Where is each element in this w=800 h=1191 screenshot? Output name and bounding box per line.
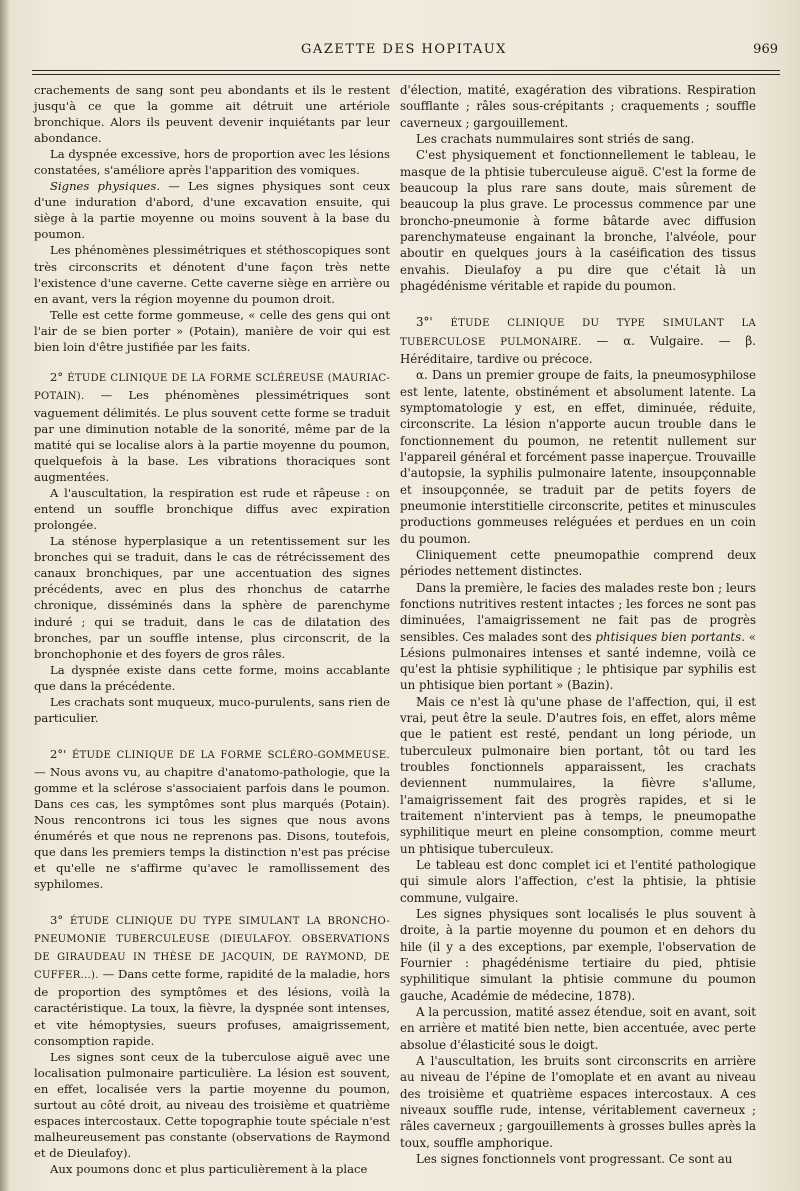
paragraph: d'élection, matité, exagération des vibrations. Respiration soufflante ; râles sous-crépitants ; craquements ; souffle caverneux ; gargouillement. (400, 83, 756, 130)
paragraph: Les phénomènes plessimétriques et stéthoscopiques sont très circonscrits et dénotent d'une façon très nette l'existence d'une caverne. Cette caverne siège en arrière ou en avant, vers la région moyenne du poumon droit. (34, 243, 390, 306)
paragraph: La sténose hyperplasique a un retentissement sur les bronches qui se traduit, dans le cas de rétrécissement des canaux bronchiques, par une accentuation des signes précédents, avec en plus des rhonchus de catarrhe chronique, disséminés dans la sphère de parenchyme induré ; qui se traduit, dans le cas de dilatation des bronches, par un souffle intense, plus circonscrit, de la bronchophonie et des foyers de gros râles. (34, 534, 390, 661)
paragraph: Le tableau est donc complet ici et l'entité pathologique qui simule alors l'affection, c'est la phtisie, la phtisie commune, vulgaire. (400, 858, 756, 905)
inline-heading: Signes physiques. (50, 179, 161, 194)
section-heading: ÉTUDE CLINIQUE DU TYPE SIMULANT LA BRONCHO-PNEUMONIE TUBERCULEUSE (DIEULAFOY. OBSERVATIONS DE GIRAUDEAU IN THÈSE DE JACQUIN, DE RAYMOND, DE CUFFER...). (34, 916, 390, 982)
paragraph: A la percussion, matité assez étendue, soit en avant, soit en arrière et matité bien nette, bien accentuée, avec perte absolue d'élasticité sous le doigt. (400, 1005, 756, 1052)
paragraph: Les signes fonctionnels vont progressant. Ce sont au (416, 1152, 733, 1166)
section-number: 3°' (416, 315, 451, 330)
section-paragraph: 3° ÉTUDE CLINIQUE DU TYPE SIMULANT LA BRONCHO-PNEUMONIE TUBERCULEUSE (DIEULAFOY. OBSERVATIONS DE GIRAUDEAU IN THÈSE DE JACQUIN, DE RAYMOND, DE CUFFER...). — Dans cette forme, rapidité de la maladie, hors de proportion des symptômes et des lésions, voilà la caractéristique. La toux, la fièvre, la dyspnée sont intenses, et vite hémoptysies, sueurs profuses, amaigrissement, consomption rapide. (34, 913, 390, 1048)
paragraph: Les signes physiques sont localisés le plus souvent à droite, à la partie moyenne du poumon et en dehors du hile (il y a des exceptions, par exemple, l'observation de Fournier : phagédénisme tertiaire du pied, phtisie syphilitique simulant la phtisie commune du poumon gauche, Académie de médecine, 1878). (400, 907, 756, 1003)
section-number: 2° (50, 369, 68, 384)
paragraph: Telle est cette forme gommeuse, « celle des gens qui ont l'air de se bien porter » (Potain), manière de voir qui est bien loin d'être justifiée par les faits. (34, 307, 390, 354)
running-title: GAZETTE DES HOPITAUX (301, 42, 507, 57)
paragraph: A l'auscultation, les bruits sont circonscrits en arrière au niveau de l'épine de l'omoplate et en avant au niveau des troisième et quatrième espaces intercostaux. A ces niveaux souffle rude, intense, véritablement caverneux ; râles caverneux ; gargouillements à grosses bulles après la toux, souffle amphorique. (400, 1054, 756, 1150)
header-rule-top (32, 70, 780, 71)
paragraph: α. Dans un premier groupe de faits, la pneumosyphilose est lente, latente, obstinément et absolument latente. La symptomatologie y est, en effet, diminuée, réduite, circonscrite. La lésion n'apporte aucun trouble dans le fonctionnement du poumon, ne retentit nullement sur l'appareil général et forcément passe inaperçue. Trouvaille d'autopsie, la syphilis pulmonaire latente, insoupçonnable et insoupçonnée, se traduit par de petits foyers de pneumonie interstitielle circonscrite, petites et minuscules productions gommeuses reléguées et perdues en un coin du poumon. (400, 368, 756, 546)
paragraph: La dyspnée excessive, hors de proportion avec les lésions constatées, s'améliore après l'apparition des vomiques. (34, 147, 390, 178)
left-column (34, 82, 390, 1177)
paragraph: crachements de sang sont peu abondants et ils le restent jusqu'à ce que la gomme ait détruit une artériole bronchique. Alors ils peuvent devenir inquiétants par leur abondance. (34, 83, 390, 146)
section-number: 2°' (50, 746, 72, 761)
paragraph: Les crachats sont muqueux, muco-purulents, sans rien de particulier. (34, 694, 390, 725)
paragraph: Aux poumons donc et plus particulièrement à la place (50, 1161, 368, 1176)
section-heading: ÉTUDE CLINIQUE DU TYPE SIMULANT LA TUBERCULOSE PULMONAIRE. (400, 318, 756, 348)
paragraph: Les crachats nummulaires sont striés de sang. (416, 131, 695, 146)
header-rule-bottom (32, 74, 780, 75)
page-number: 969 (753, 42, 778, 57)
paragraph: Mais ce n'est là qu'une phase de l'affection, qui, il est vrai, peut être la seule. D'autres fois, en effet, alors même que le patient est resté, pendant un long période, un tuberculeux pulmonaire bien portant, tôt ou tard les troubles fonctionnels apparaissent, les crachats deviennent nummulaires, la fièvre s'allume, l'amaigrissement fait des progrès rapides, et si le traitement n'intervient pas à temps, le pneumopathe syphilitique meurt en pleine consomption, comme meurt un phtisique tuberculeux. (400, 694, 756, 856)
paragraph: A l'auscultation, la respiration est rude et râpeuse : on entend un souffle bronchique diffus avec expiration prolongée. (34, 486, 390, 533)
paragraph: Dans la première, le facies des malades reste bon ; leurs fonctions nutritives restent intactes ; les forces ne sont pas diminuées, l'amaigrissement ne fait pas de progrès sensibles. Ces malades sont des phtisiques bien portants. « Lésions pulmonaires intenses et santé indemne, voilà ce qu'est la phtisie syphilitique ; le phtisique par syphilis est un phtisique bien portant » (Bazin). (400, 580, 757, 693)
section-heading: ÉTUDE CLINIQUE DE LA FORME SCLÉREUSE (MAURIAC-POTAIN). (34, 372, 390, 402)
section-paragraph: 3°' ÉTUDE CLINIQUE DU TYPE SIMULANT LA TUBERCULOSE PULMONAIRE. — α. Vulgaire. — β. Héréditaire, tardive ou précoce. (400, 315, 756, 366)
section-paragraph: 2°' ÉTUDE CLINIQUE DE LA FORME SCLÉRO-GOMMEUSE. — Nous avons vu, au chapitre d'anatomo-pathologie, que la gomme et la sclérose s'associaient parfois dans le poumon. Dans ces cas, les symptômes sont plus marqués (Potain). Nous rencontrons ici tous les signes que nous avons énumérés et que nous ne reprenons pas. Disons, toutefois, que dans les premiers temps la distinction n'est pas précise et qu'elle ne s'affirme qu'avec le ramollissement des syphilomes. (34, 746, 391, 892)
paragraph: Signes physiques. — Les signes physiques sont ceux d'une induration d'abord, d'une excavation ensuite, qui siège à la partie moyenne ou moins souvent à la base du poumon. (34, 179, 390, 242)
section-heading: ÉTUDE CLINIQUE DE LA FORME SCLÉRO-GOMMEUSE. (71, 749, 391, 761)
right-column (400, 82, 756, 1167)
running-header (30, 40, 778, 64)
paragraph: C'est physiquement et fonctionnellement le tableau, le masque de la phtisie tuberculeuse aiguë. C'est la forme de beaucoup la plus rare sans doute, mais sûrement de beaucoup la plus grave. Le processus commence par une broncho-pneumonie à forme bâtarde avec diffusion parenchymateuse engainant la bronche, l'alvéole, pour aboutir en quelques jours à la caséification des tissus envahis. Dieulafoy a pu dire que c'était là un phagédénisme véritable et rapide du poumon. (400, 148, 756, 293)
italic-phrase: phtisiques bien portants (595, 629, 742, 644)
paragraph: Cliniquement cette pneumopathie comprend deux périodes nettement distinctes. (400, 547, 756, 579)
paragraph: La dyspnée existe dans cette forme, moins accablante que dans la précédente. (34, 662, 390, 693)
section-number: 3° (50, 913, 71, 928)
paragraph: Les signes sont ceux de la tuberculose aiguë avec une localisation pulmonaire particulière. La lésion est souvent, en effet, localisée vers la partie moyenne du poumon, surtout au côté droit, au niveau des troisième et quatrième espaces intercostaux. Cette topographie toute spéciale n'est malheureusement pas constante (observations de Raymond et de Dieulafoy). (34, 1049, 390, 1160)
page-edge-shadow (0, 0, 10, 1191)
section-paragraph: 2° ÉTUDE CLINIQUE DE LA FORME SCLÉREUSE (MAURIAC-POTAIN). — Les phénomènes plessimétriques sont vaguement délimités. Le plus souvent cette forme se traduit par une diminution notable de la sonorité, même par de la matité qui se localise alors à la partie moyenne du poumon, quelquefois à la base. Les vibrations thoraciques sont augmentées. (34, 369, 390, 485)
